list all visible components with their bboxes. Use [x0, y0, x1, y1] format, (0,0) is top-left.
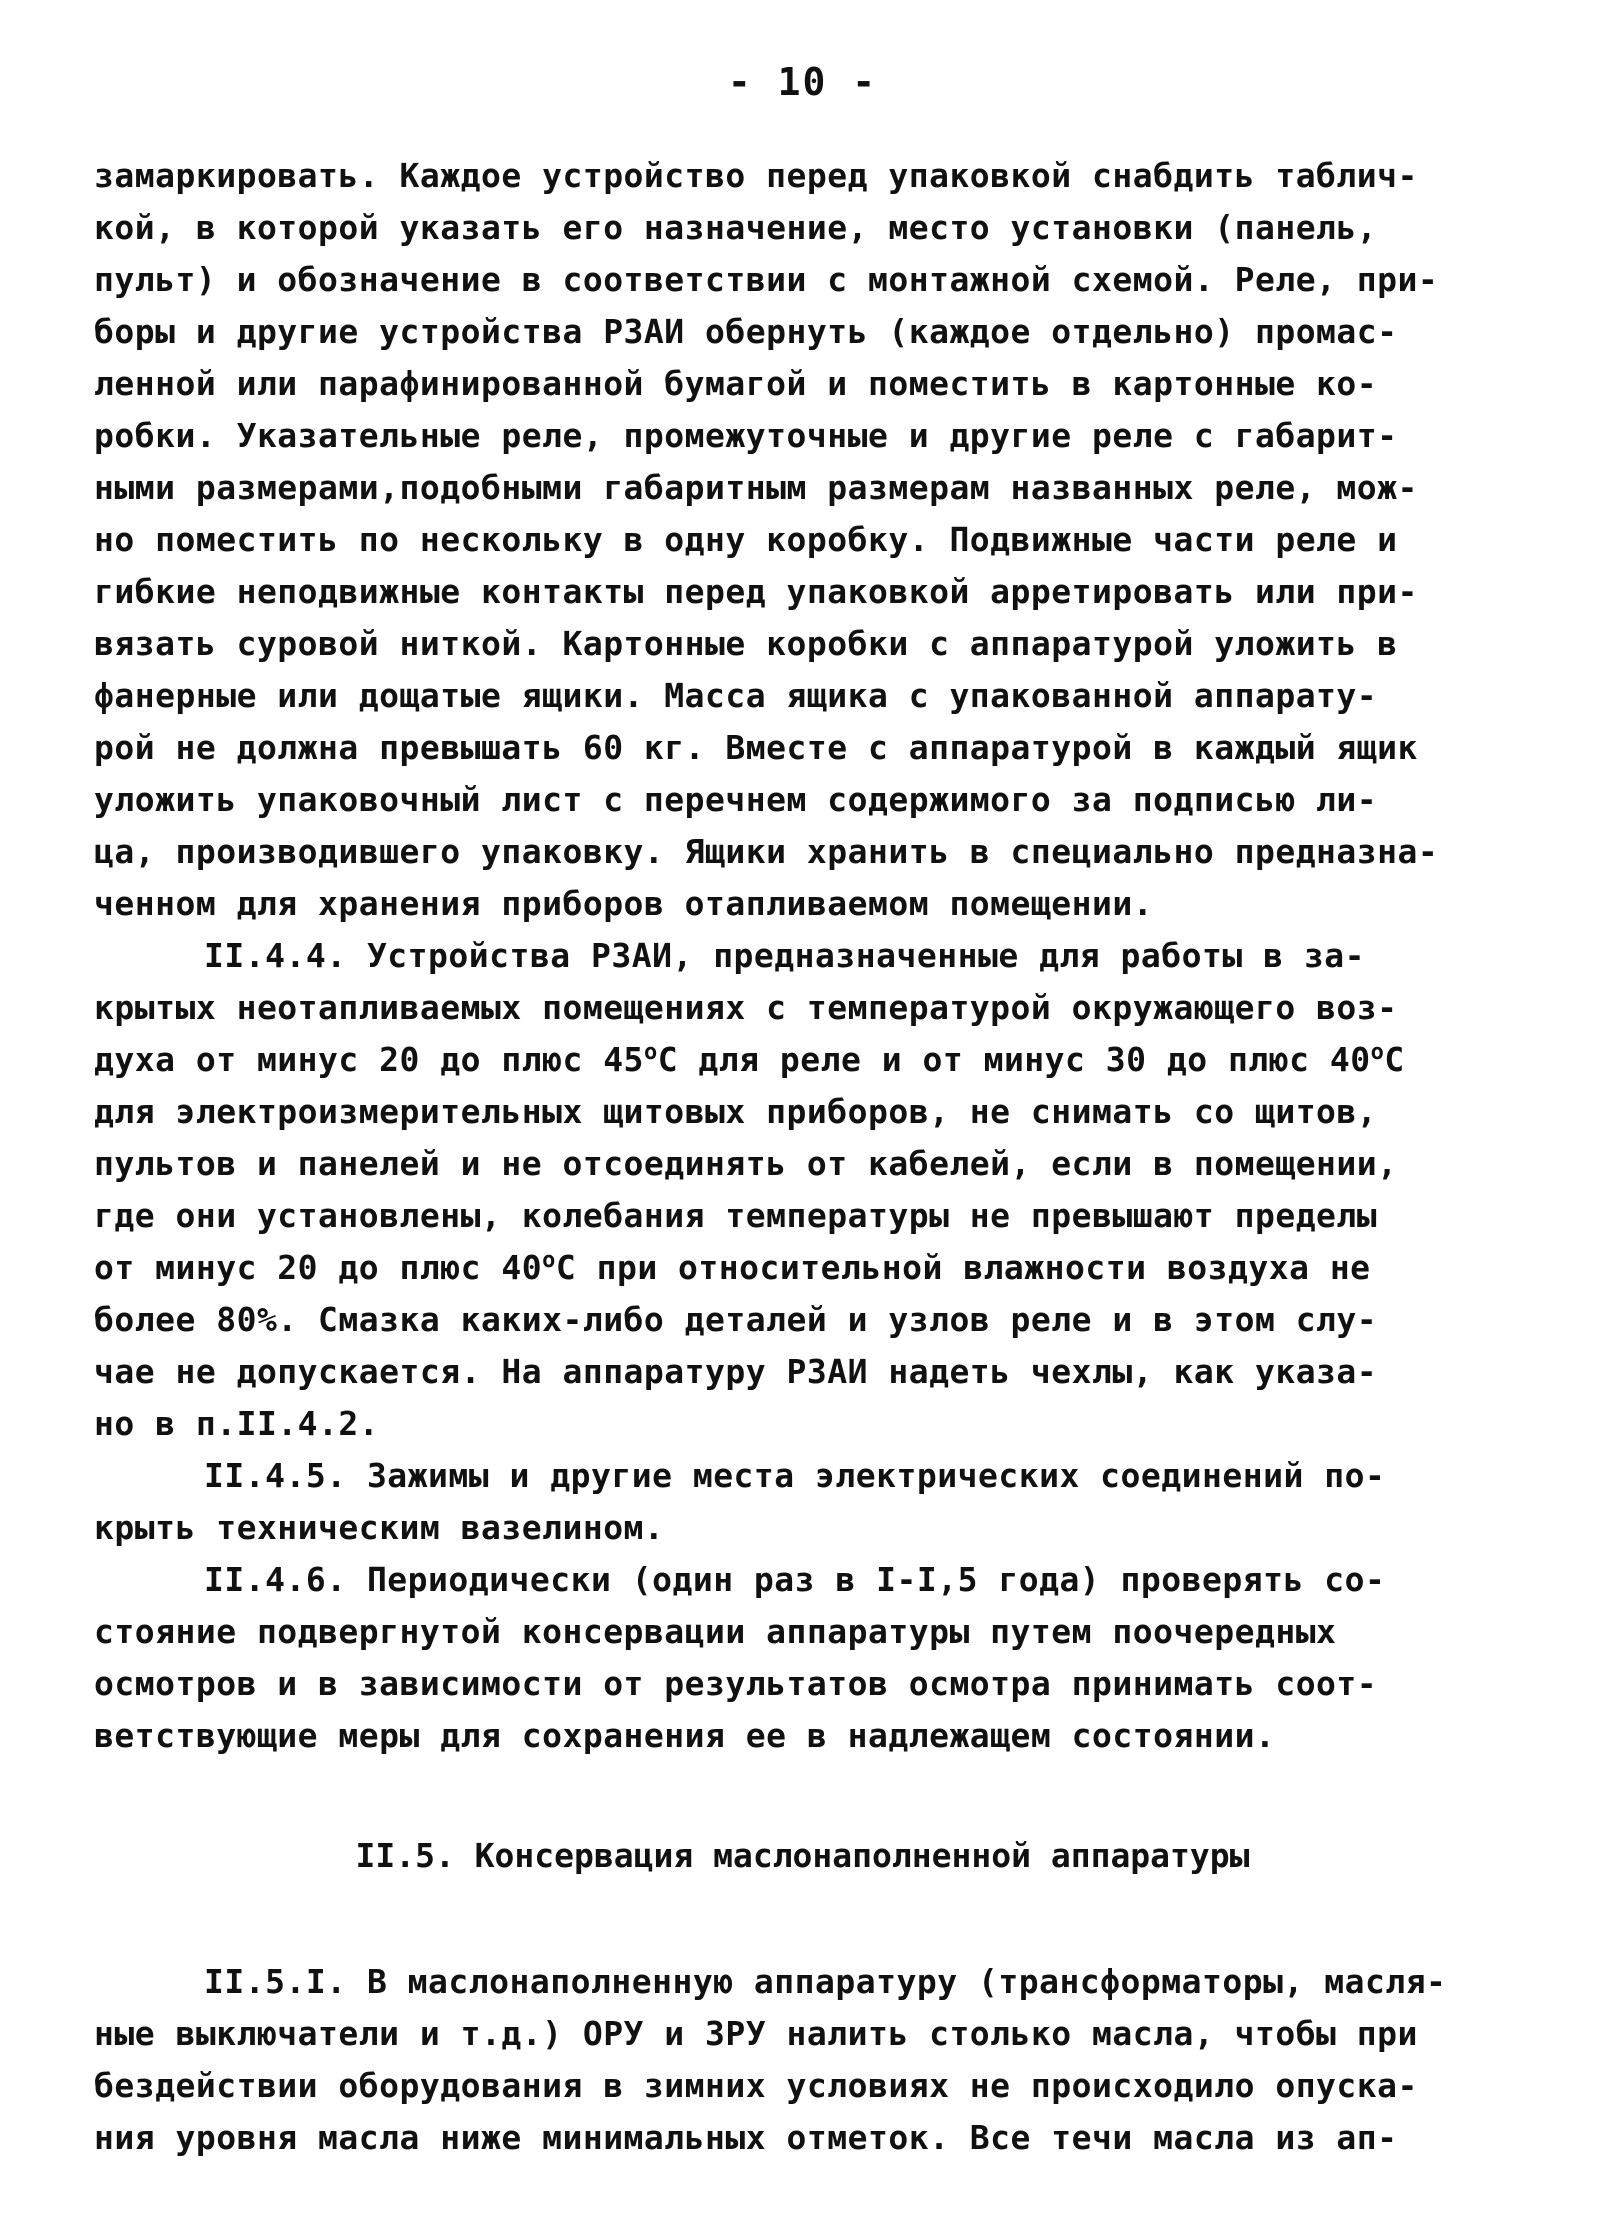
text-line: крыть техническим вазелином.: [94, 1508, 665, 1547]
paragraph-11-4-5: [94, 1450, 1514, 1554]
text-line: кой, в которой указать его назначение, место установки (панель,: [94, 208, 1378, 247]
text-line: где они установлены, колебания температуры не превышают пределы: [94, 1196, 1378, 1235]
text-line: ченном для хранения приборов отапливаемом помещении.: [94, 884, 1154, 923]
degree-sign: о: [643, 1040, 658, 1065]
text-line: бездействии оборудования в зимних условиях не происходило опуска-: [94, 2066, 1418, 2105]
text-line: II.4.4. Устройства РЗАИ, предназначенные для работы в за-: [204, 936, 1365, 975]
text-line-temperature: [94, 1034, 1514, 1086]
text-fragment: С для реле и от минус 30 до плюс 40: [657, 1040, 1371, 1079]
text-line: чае не допускается. На аппаратуру РЗАИ надеть чехлы, как указа-: [94, 1352, 1378, 1391]
text-line-temperature: [94, 1242, 1514, 1294]
text-line: ветствующие меры для сохранения ее в надлежащем состоянии.: [94, 1716, 1276, 1755]
text-line: но поместить по нескольку в одну коробку. Подвижные части реле и: [94, 520, 1398, 559]
text-line: осмотров и в зависимости от результатов осмотра принимать соот-: [94, 1664, 1378, 1703]
text-line: ния уровня масла ниже минимальных отметок. Все течи масла из ап-: [94, 2118, 1398, 2157]
section-heading: II.5. Консервация маслонаполненной аппаратуры: [355, 1836, 1250, 1875]
text-line: фанерные или дощатые ящики. Масса ящика с упакованной аппарату-: [94, 676, 1378, 715]
paragraph-11-4-4: [94, 930, 1514, 1450]
text-line: уложить упаковочный лист с перечнем содержимого за подписью ли-: [94, 780, 1378, 819]
text-line: для электроизмерительных щитовых приборов, не снимать со щитов,: [94, 1092, 1378, 1131]
text-line: боры и другие устройства РЗАИ обернуть (каждое отдельно) промас-: [94, 312, 1398, 351]
degree-sign: о: [542, 1248, 556, 1273]
text-line: рой не должна превышать 60 кг. Вместе с аппаратурой в каждый ящик: [94, 728, 1418, 767]
text-line: но в п.II.4.2.: [94, 1404, 380, 1443]
text-line: пультов и панелей и не отсоединять от кабелей, если в помещении,: [94, 1144, 1398, 1183]
text-fragment: духа от минус 20 до плюс 45: [94, 1040, 644, 1079]
degree-sign: о: [1370, 1040, 1385, 1065]
text-line: вязать суровой ниткой. Картонные коробки с аппаратурой уложить в: [94, 624, 1398, 663]
text-line: гибкие неподвижные контакты перед упаковкой арретировать или при-: [94, 572, 1418, 611]
text-line: II.5.I. В маслонаполненную аппаратуру (трансформаторы, масля-: [204, 1962, 1447, 2001]
text-fragment: от минус 20 до плюс 40: [94, 1248, 543, 1287]
paragraph-11-4-3-continuation: [94, 150, 1514, 930]
paragraph-11-4-6: [94, 1554, 1514, 1762]
text-line: пульт) и обозначение в соответствии с монтажной схемой. Реле, при-: [94, 260, 1439, 299]
text-line: ными размерами,подобными габаритным размерам названных реле, мож-: [94, 468, 1418, 507]
text-line: ца, производившего упаковку. Ящики хранить в специально предназна-: [94, 832, 1439, 871]
text-line: крытых неотапливаемых помещениях с температурой окружающего воз-: [94, 988, 1398, 1027]
text-line: замаркировать. Каждое устройство перед упаковкой снабдить таблич-: [94, 156, 1418, 195]
page-number: - 10 -: [727, 60, 878, 104]
text-fragment: С: [1384, 1040, 1405, 1079]
text-line: ные выключатели и т.д.) ОРУ и ЗРУ налить столько масла, чтобы при: [94, 2014, 1418, 2053]
text-line: II.4.5. Зажимы и другие места электрических соединений по-: [204, 1456, 1386, 1495]
text-fragment: С при относительной влажности воздуха не: [555, 1248, 1371, 1287]
text-line: стояние подвергнутой консервации аппаратуры путем поочередных: [94, 1612, 1337, 1651]
paragraph-11-5-1: [94, 1956, 1514, 2164]
text-line: II.4.6. Периодически (один раз в I-I,5 года) проверять со-: [204, 1560, 1386, 1599]
text-line: робки. Указательные реле, промежуточные и другие реле с габарит-: [94, 416, 1398, 455]
text-line: более 80%. Смазка каких-либо деталей и узлов реле и в этом слу-: [94, 1300, 1378, 1339]
text-line: ленной или парафинированной бумагой и поместить в картонные ко-: [94, 364, 1378, 403]
